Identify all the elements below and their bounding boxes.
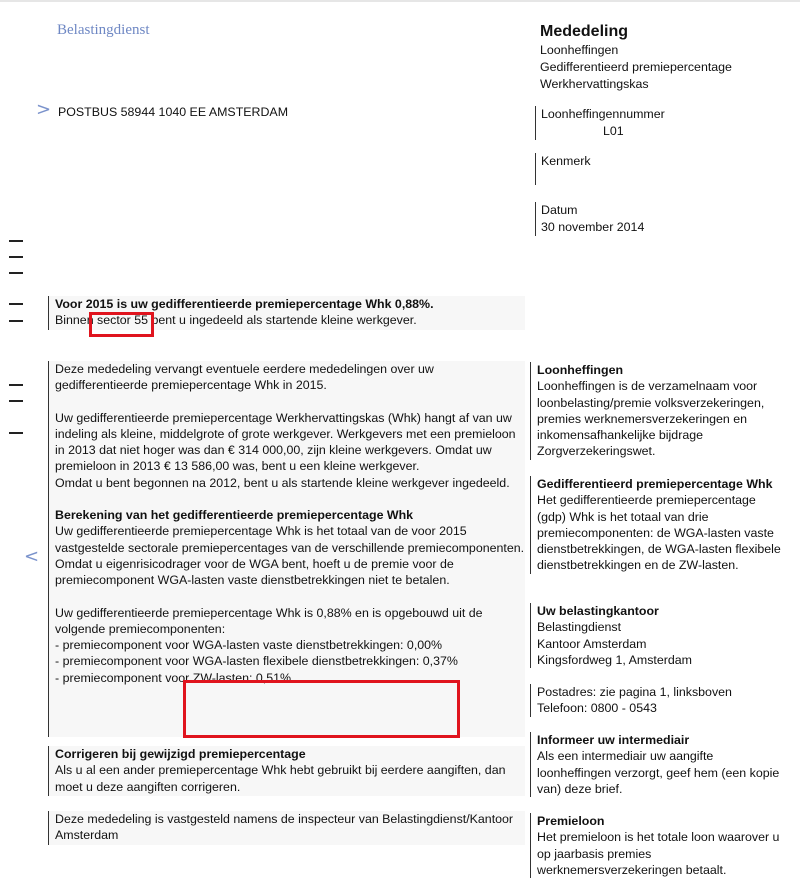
- info-premieloon: [530, 813, 787, 878]
- sender-address: POSTBUS 58944 1040 EE AMSTERDAM: [58, 105, 289, 119]
- calc-paragraph-3: Uw gedifferentieerde premiepercentage Whk is 0,88% en is opgebouwd uit de volgende premiecomponenten:: [55, 605, 483, 636]
- document-subtitle-2: Gedifferentieerd premiepercentage: [540, 60, 732, 74]
- info-office: [530, 603, 787, 668]
- loonheffingennummer-field: [535, 106, 665, 140]
- info-premieloon-text: Het premieloon is het totale loon waarover u op jaarbasis premies werknemersverzekeringen betaalt.: [537, 830, 780, 877]
- info-premieloon-title: Premieloon: [537, 814, 605, 828]
- correction-heading: Corrigeren bij gewijzigd premiepercentage: [55, 747, 306, 761]
- info-intermediair-title: Informeer uw intermediair: [537, 733, 690, 747]
- document-title: Mededeling: [540, 23, 629, 40]
- sector-highlight: [89, 312, 154, 337]
- summary-line: Binnen sector 55 bent u ingedeeld als startende kleine werkgever.: [55, 313, 417, 328]
- chevron-right-icon: >: [36, 99, 52, 120]
- component-item: - premiecomponent voor WGA-lasten vaste dienstbetrekkingen: 0,00%: [55, 638, 443, 653]
- info-office-title: Uw belastingkantoor: [537, 604, 659, 618]
- calc-paragraph-1: Uw gedifferentieerde premiepercentage Whk is het totaal van de voor 2015 vastgestelde sectorale premiepercentages van de verschillende premiecomponenten.: [55, 524, 525, 555]
- info-loonheffingen-text: Loonheffingen is de verzamelnaam voor loonbelasting/premie volksverzekeringen, premies werknemersverzekeringen en inkomensafhankelijke bijdrage Zorgverzekeringswet.: [537, 379, 765, 459]
- loonheffingennummer-value: L01: [603, 124, 624, 138]
- closing-block: [48, 811, 525, 845]
- top-divider: [0, 0, 800, 2]
- info-gdp-title: Gedifferentieerd premiepercentage Whk: [537, 477, 773, 491]
- body-paragraph-3: Omdat u bent begonnen na 2012, bent u als startende kleine werkgever ingedeeld.: [55, 475, 510, 490]
- info-office-line: Belastingdienst: [537, 620, 622, 635]
- info-gdp: [530, 476, 787, 574]
- info-office-line: Kantoor Amsterdam: [537, 636, 647, 651]
- phone-number: Telefoon: 0800 - 0543: [537, 701, 657, 716]
- document-subtitle-1: Loonheffingen: [540, 43, 619, 57]
- info-contact: [530, 684, 787, 717]
- info-loonheffingen-title: Loonheffingen: [537, 363, 624, 377]
- kenmerk-label: Kenmerk: [541, 154, 591, 168]
- info-gdp-text: Het gedifferentieerde premiepercentage (gdp) Whk is het totaal van drie premiecomponenten: de WGA-lasten vaste dienstbetrekkingen, de WGA-lasten flexibele dienstbetrekkingen en de ZW-lasten.: [537, 493, 781, 573]
- info-intermediair-text: Als een intermediair uw aangifte loonheffingen verzorgt, geef hem (een kopie van) deze brief.: [537, 749, 780, 796]
- components-highlight: [183, 680, 460, 738]
- document-subtitle-3: Werkhervattingskas: [540, 77, 649, 91]
- body-paragraph-2: Uw gedifferentieerde premiepercentage Werkhervattingskas (Whk) hangt af van uw indeling als kleine, middelgrote of grote werkgever. Werkgevers met een premieloon in 2013 dat niet hoger was dan € 314 000,00, zijn kleine werkgevers. Omdat uw premieloon in 2013 € 13 586,00 was, bent u een kleine werkgever.: [55, 410, 516, 474]
- sector-value: sector 55: [97, 313, 148, 328]
- component-item: - premiecomponent voor WGA-lasten flexibele dienstbetrekkingen: 0,37%: [55, 654, 458, 669]
- postal-address: Postadres: zie pagina 1, linksboven: [537, 685, 732, 699]
- info-loonheffingen: [530, 362, 787, 460]
- info-office-line: Kingsfordweg 1, Amsterdam: [537, 652, 692, 667]
- loonheffingennummer-label: Loonheffingennummer: [541, 107, 665, 121]
- closing-text: Deze mededeling is vastgesteld namens de inspecteur van Belastingdienst/Kantoor Amsterdam: [55, 812, 514, 843]
- chevron-left-icon: <: [24, 546, 40, 567]
- document-header: [540, 22, 732, 93]
- component-item: - premiecomponent voor ZW-lasten: 0,51%: [55, 670, 291, 685]
- datum-label: Datum: [541, 203, 578, 217]
- datum-value: 30 november 2014: [541, 220, 645, 234]
- belastingdienst-logo: Belastingdienst: [57, 22, 150, 38]
- correction-block: [48, 746, 525, 796]
- summary-heading: Voor 2015 is uw gedifferentieerde premiepercentage Whk 0,88%.: [55, 297, 434, 311]
- info-intermediair: [530, 732, 787, 797]
- calc-heading: Berekening van het gedifferentieerde premiepercentage Whk: [55, 508, 414, 523]
- correction-text: Als u al een ander premiepercentage Whk hebt gebruikt bij eerdere aangiften, dan moet u deze aangiften corrigeren.: [55, 763, 506, 794]
- datum-field: [535, 202, 644, 236]
- kenmerk-field: [535, 153, 591, 185]
- body-paragraph-1: Deze mededeling vervangt eventuele eerdere mededelingen over uw gedifferentieerde premiepercentage Whk in 2015.: [55, 362, 434, 393]
- calc-paragraph-2: Omdat u eigenrisicodrager voor de WGA bent, hoeft u de premie voor de premiecomponent WGA-lasten vaste dienstbetrekkingen niet te betalen.: [55, 556, 454, 588]
